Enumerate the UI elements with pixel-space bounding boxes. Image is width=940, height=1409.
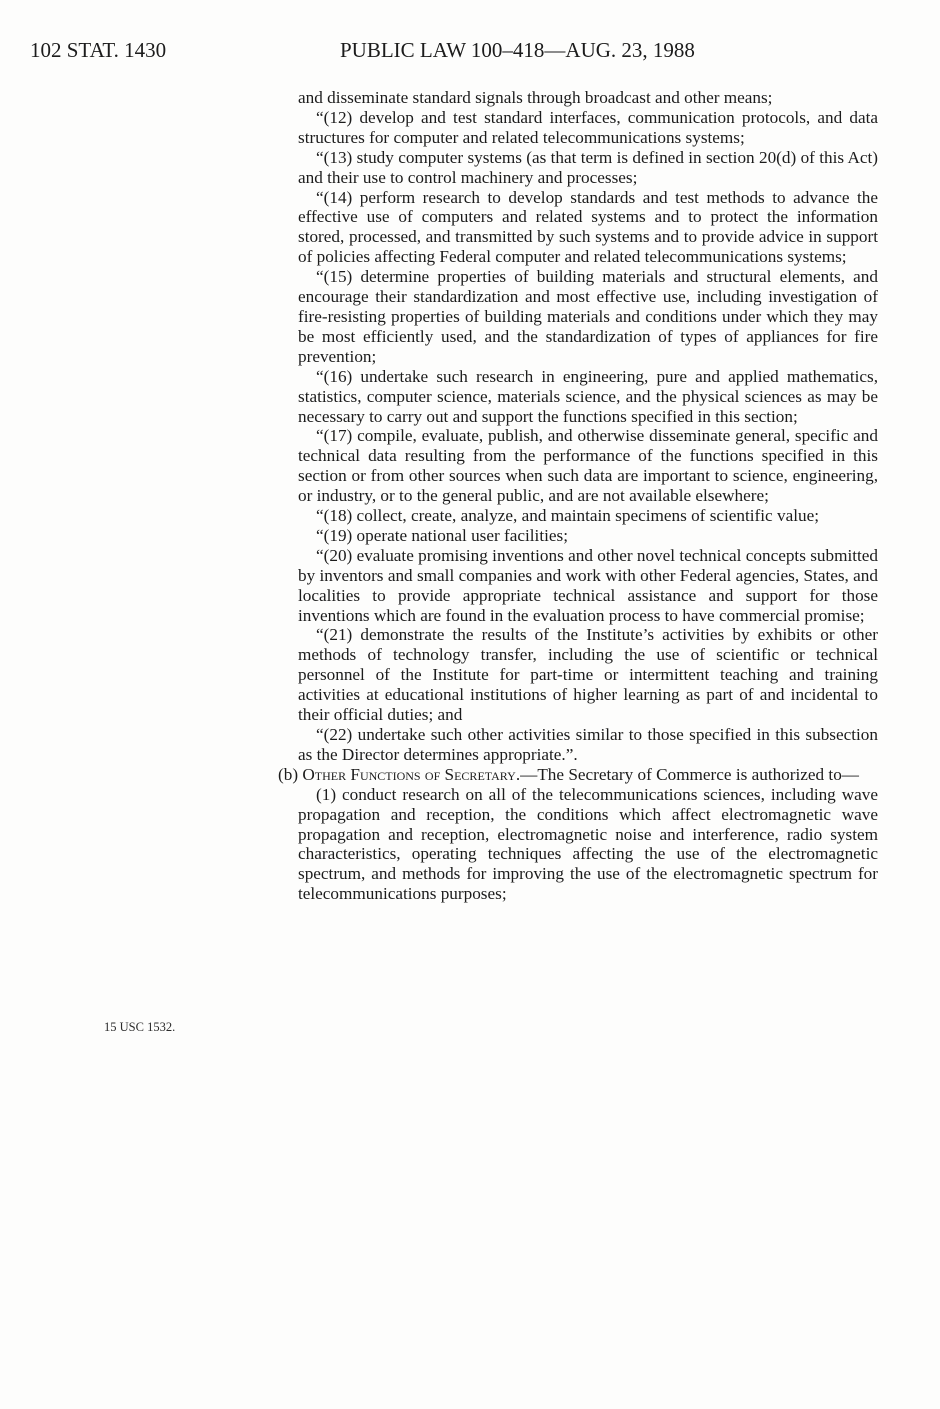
page-reference: 102 STAT. 1430	[30, 38, 167, 62]
paragraph-13: “(13) study computer systems (as that term is defined in section 20(d) of this Act) and their use to control machinery and processes;	[298, 147, 878, 187]
paragraph-15: “(15) determine properties of building materials and structural elements, and encourage their standardization and most effective use, including investigation of fire-resisting properties of building materials and conditions under which they may be most efficiently used, and the standardization of types of appliances for fire prevention;	[298, 267, 878, 366]
running-head	[0, 38, 940, 66]
subsection-b	[260, 765, 878, 785]
paragraph-19: “(19) operate national user facilities;	[316, 525, 568, 545]
law-title: PUBLIC LAW 100–418—AUG. 23, 1988	[340, 38, 695, 62]
subsection-b-prefix: (b)	[278, 764, 303, 784]
paragraph-12: “(12) develop and test standard interfaces, communication protocols, and data structures for computer and related telecommunications systems;	[298, 107, 878, 147]
paragraph-11-continued: and disseminate standard signals through broadcast and other means;	[298, 88, 773, 107]
body-text	[260, 88, 878, 904]
paragraph-16: “(16) undertake such research in engineering, pure and applied mathematics, statistics, computer science, materials science, and the physical sciences as may be necessary to carry out and support the functions specified in this section;	[298, 366, 878, 426]
paragraph-20: “(20) evaluate promising inventions and other novel technical concepts submitted by inventors and small companies and work with other Federal agencies, States, and localities to provide appropriate technical assistance and support for those inventions which are found in the evaluation process to have commercial promise;	[298, 545, 878, 625]
subsection-b-heading: Other Functions of Secretary	[302, 764, 516, 784]
paragraph-22: “(22) undertake such other activities similar to those specified in this subsection as the Director determines appropriate.”.	[298, 725, 878, 764]
subsection-b-text: .—The Secretary of Commerce is authorized to—	[515, 764, 859, 784]
paragraph-b1: (1) conduct research on all of the telecommunications sciences, including wave propagation and reception, the conditions which affect electromagnetic wave propagation and reception, electromagnetic noise and interference, radio system characteristics, operating techniques affecting the use of the electromagnetic spectrum, and methods for improving the use of the electromagnetic spectrum for telecommunications purposes;	[298, 784, 878, 904]
paragraph-18: “(18) collect, create, analyze, and maintain specimens of scientific value;	[316, 506, 819, 526]
paragraph-17: “(17) compile, evaluate, publish, and otherwise disseminate general, specific and technical data resulting from the performance of the functions specified in this section or from other sources when such data are important to science, engineering, or industry, or to the general public, and are not available elsewhere;	[298, 426, 878, 506]
paragraph-21: “(21) demonstrate the results of the Institute’s activities by exhibits or other methods of technology transfer, including the use of scientific or technical personnel of the Institute for part-time or intermittent teaching and training activities at educational institutions of higher learning as part of and incidental to their official duties; and	[298, 625, 878, 725]
paragraph-14: “(14) perform research to develop standards and test methods to advance the effective use of computers and related systems and to protect the information stored, processed, and transmitted by such systems and to provide advice in support of policies affecting Federal computer and related telecommunications systems;	[298, 187, 878, 267]
margin-citation: 15 USC 1532.	[104, 1020, 176, 1034]
